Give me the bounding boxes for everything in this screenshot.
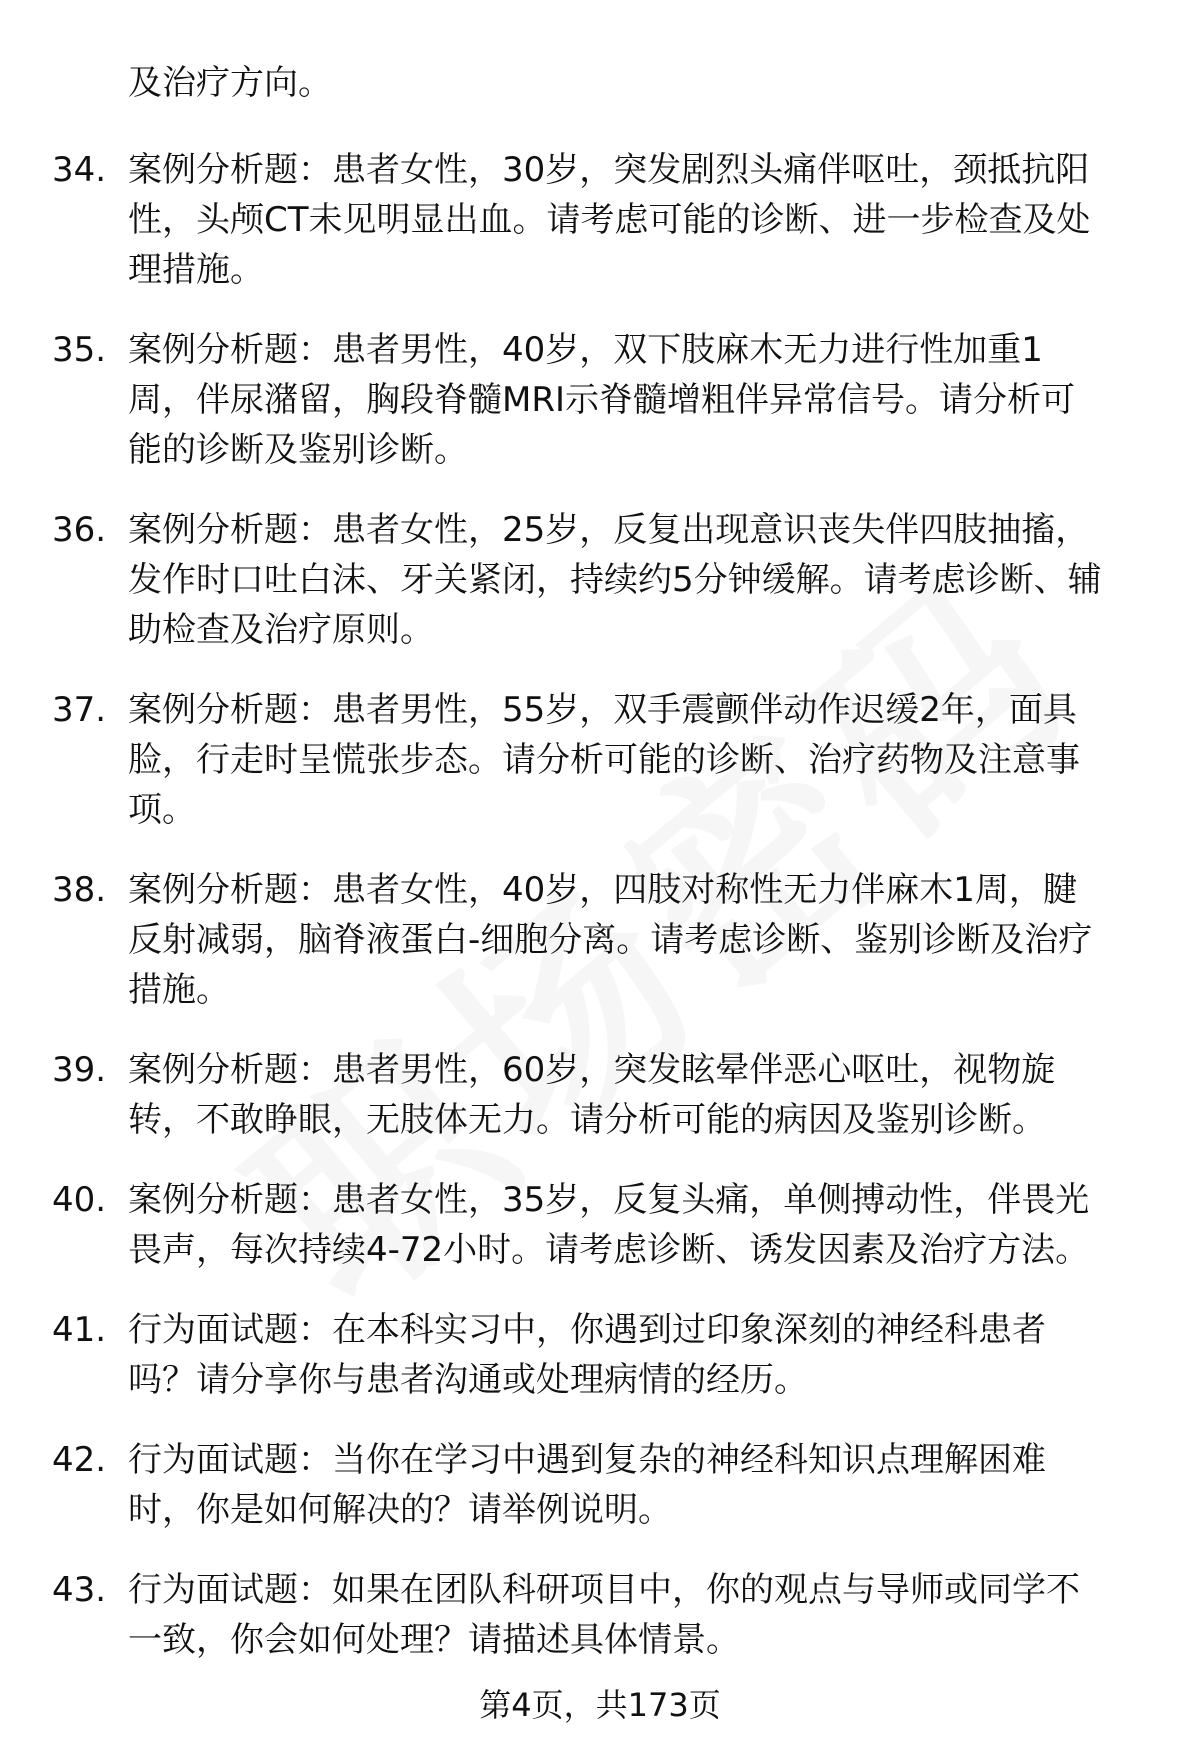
question-text: [128, 1435, 1198, 1535]
question-number: 39.: [52, 1050, 107, 1090]
question-text: [128, 1565, 1198, 1665]
question-line: 一致，你会如何处理？请描述具体情景。: [128, 1620, 740, 1660]
question-text: [128, 505, 1198, 655]
question-line: 脸，行走时呈慌张步态。请分析可能的诊断、治疗药物及注意事: [128, 740, 1080, 780]
question-line: 案例分析题：患者男性，60岁，突发眩晕伴恶心呕吐，视物旋: [128, 1050, 1056, 1090]
question-line: 性，头颅CT未见明显出血。请考虑可能的诊断、进一步检查及处: [128, 200, 1091, 240]
question-line: 畏声，每次持续4-72小时。请考虑诊断、诱发因素及治疗方法。: [128, 1230, 1090, 1270]
question-line: 发作时口吐白沫、牙关紧闭，持续约5分钟缓解。请考虑诊断、辅: [128, 560, 1102, 600]
question-text: [128, 685, 1198, 835]
question-line: 案例分析题：患者男性，40岁，双下肢麻木无力进行性加重1: [128, 330, 1043, 370]
question-text: [128, 325, 1198, 475]
question-number: 41.: [52, 1310, 107, 1350]
question-number: 43.: [52, 1570, 107, 1610]
question-line: 行为面试题：如果在团队科研项目中，你的观点与导师或同学不: [128, 1570, 1080, 1610]
question-number: 42.: [52, 1440, 107, 1480]
question-text: [128, 1045, 1198, 1145]
question-line: 案例分析题：患者女性，40岁，四肢对称性无力伴麻木1周，腱: [128, 870, 1077, 910]
question-line: 能的诊断及鉴别诊断。: [128, 430, 468, 470]
question-line: 理措施。: [128, 250, 264, 290]
question-line: 转，不敢睁眼，无肢体无力。请分析可能的病因及鉴别诊断。: [128, 1100, 1046, 1140]
question-number: 34.: [52, 150, 107, 190]
question-text: [128, 1175, 1198, 1275]
question-text: [128, 145, 1198, 295]
question-number: 37.: [52, 690, 107, 730]
question-line: 周，伴尿潴留，胸段脊髓MRI示脊髓增粗伴异常信号。请分析可: [128, 380, 1075, 420]
question-number: 36.: [52, 510, 107, 550]
question-line: 项。: [128, 790, 196, 830]
question-number: 38.: [52, 870, 107, 910]
question-text: [128, 1305, 1198, 1405]
page-footer: 第4页，共173页: [479, 1686, 721, 1724]
question-line: 行为面试题：当你在学习中遇到复杂的神经科知识点理解困难: [128, 1440, 1046, 1480]
question-line: 措施。: [128, 970, 230, 1010]
question-line: 助检查及治疗原则。: [128, 610, 434, 650]
question-number: 40.: [52, 1180, 107, 1220]
question-text: [128, 865, 1198, 1015]
question-line: 时，你是如何解决的？请举例说明。: [128, 1490, 672, 1530]
question-line: 案例分析题：患者女性，30岁，突发剧烈头痛伴呕吐，颈抵抗阳: [128, 150, 1090, 190]
question-line: 案例分析题：患者女性，35岁，反复头痛，单侧搏动性，伴畏光: [128, 1180, 1090, 1220]
question-line: 案例分析题：患者女性，25岁，反复出现意识丧失伴四肢抽搐，: [128, 510, 1090, 550]
question-line: 吗？请分享你与患者沟通或处理病情的经历。: [128, 1360, 808, 1400]
question-line: 案例分析题：患者男性，55岁，双手震颤伴动作迟缓2年，面具: [128, 690, 1077, 730]
question-line: 行为面试题：在本科实习中，你遇到过印象深刻的神经科患者: [128, 1310, 1046, 1350]
continuation-text: 及治疗方向。: [128, 63, 332, 103]
question-line: 反射减弱，脑脊液蛋白-细胞分离。请考虑诊断、鉴别诊断及治疗: [128, 920, 1093, 960]
question-number: 35.: [52, 330, 107, 370]
